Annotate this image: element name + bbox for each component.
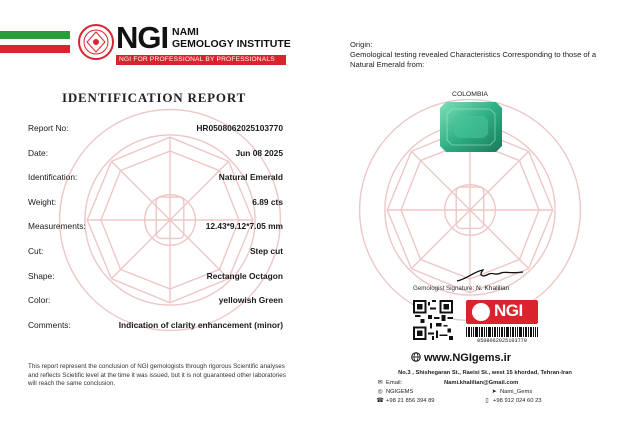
brand-tagline: NGI FOR PROFESSIONAL BY PROFESSIONALS: [116, 55, 286, 65]
field-value: Rectangle Octagon: [206, 270, 283, 281]
report-fields: [28, 123, 283, 344]
email-label: Email:: [386, 380, 403, 386]
disclaimer-text: This report represent the conclusion of NGI gemologists through rigorous Scientific analyses and reflects Scietific level at the time it was issued, but it is not guaranteed other laboratories will reach the same conclusion.: [28, 363, 286, 388]
instagram-handle: NGIGEMS: [386, 389, 414, 395]
globe-icon: [411, 352, 421, 362]
origin-text: Gemological testing revealed Characteristics Corresponding to those of a Natural Emerald from:: [350, 50, 597, 70]
field-label: Weight:: [28, 196, 57, 207]
badge-text: NGI: [494, 301, 523, 320]
website-text: www.NGIgems.ir: [424, 352, 512, 364]
email-value[interactable]: Nami.khalilian@Gmail.com: [444, 380, 519, 386]
field-color: [28, 295, 283, 320]
ngi-seal-logo: [78, 24, 114, 60]
signature-line: [413, 285, 509, 292]
flag-stripes: [0, 31, 70, 57]
origin-block: [350, 40, 615, 71]
field-report-no: [28, 123, 283, 148]
field-value: Step cut: [249, 245, 283, 256]
report-title: IDENTIFICATION REPORT: [62, 90, 247, 105]
field-label: Color:: [28, 295, 51, 306]
telegram-handle: Nami_Gems: [500, 389, 533, 395]
field-weight: [28, 197, 283, 222]
address-text: No.3 , Shishegaran St., Raeisi St., west 15 khordad, Tehran-Iran: [398, 370, 572, 376]
field-cut: [28, 246, 283, 271]
phone-number: +98 21 856 394 89: [386, 398, 435, 404]
field-measurements: [28, 221, 283, 246]
field-comments: [28, 320, 283, 345]
origin-country: COLOMBIA: [452, 91, 488, 98]
telegram-row[interactable]: [490, 389, 532, 395]
field-value: 6.89 cts: [252, 196, 283, 207]
gemologist-signature: [455, 265, 525, 285]
emerald-gem-image: [440, 102, 502, 152]
ngi-badge-logo: [466, 300, 538, 324]
instagram-row[interactable]: [376, 389, 413, 395]
barcode: [466, 327, 538, 337]
field-label: Cut:: [28, 245, 44, 256]
brand-nami: NAMI: [172, 26, 199, 38]
field-value: Jun 08 2025: [235, 147, 283, 158]
field-value: Natural Emerald: [218, 172, 283, 183]
field-value: yellowish Green: [218, 295, 283, 306]
signature-label: Gemologist Signature:: [413, 285, 475, 292]
mobile-number: +98 912 024 60 23: [493, 398, 542, 404]
mobile-icon: ▯: [485, 398, 489, 404]
field-value: Indication of clarity enhancement (minor): [118, 319, 283, 330]
field-label: Measurements:: [28, 221, 86, 232]
field-value: 12.43*9.12*7.05 mm: [205, 221, 283, 232]
field-label: Report No:: [28, 123, 69, 133]
field-label: Comments:: [28, 319, 71, 330]
signature-name: N. Khalilian: [475, 285, 510, 292]
phone-icon: ☎: [376, 398, 384, 404]
instagram-icon: ◎: [377, 389, 383, 395]
field-value: HR0508062025103770: [196, 123, 283, 133]
email-row[interactable]: [376, 380, 402, 386]
field-shape: [28, 271, 283, 296]
badge-seal-icon: [472, 303, 490, 321]
field-label: Identification:: [28, 172, 78, 183]
mobile-row[interactable]: [483, 398, 542, 404]
origin-heading: Origin:: [350, 40, 373, 49]
barcode-number: 0508062025103770: [477, 338, 527, 344]
telegram-icon: ➤: [491, 389, 497, 395]
brand-institute: GEMOLOGY INSTITUTE: [172, 38, 291, 50]
field-identification: [28, 172, 283, 197]
phone-row[interactable]: [376, 398, 435, 404]
field-label: Shape:: [28, 270, 55, 281]
field-date: [28, 148, 283, 173]
mail-icon: ✉: [377, 380, 383, 386]
brand-ngi: NGI: [116, 20, 169, 55]
qr-code[interactable]: [413, 300, 453, 340]
website-link[interactable]: [411, 352, 511, 364]
field-label: Date:: [28, 147, 49, 158]
